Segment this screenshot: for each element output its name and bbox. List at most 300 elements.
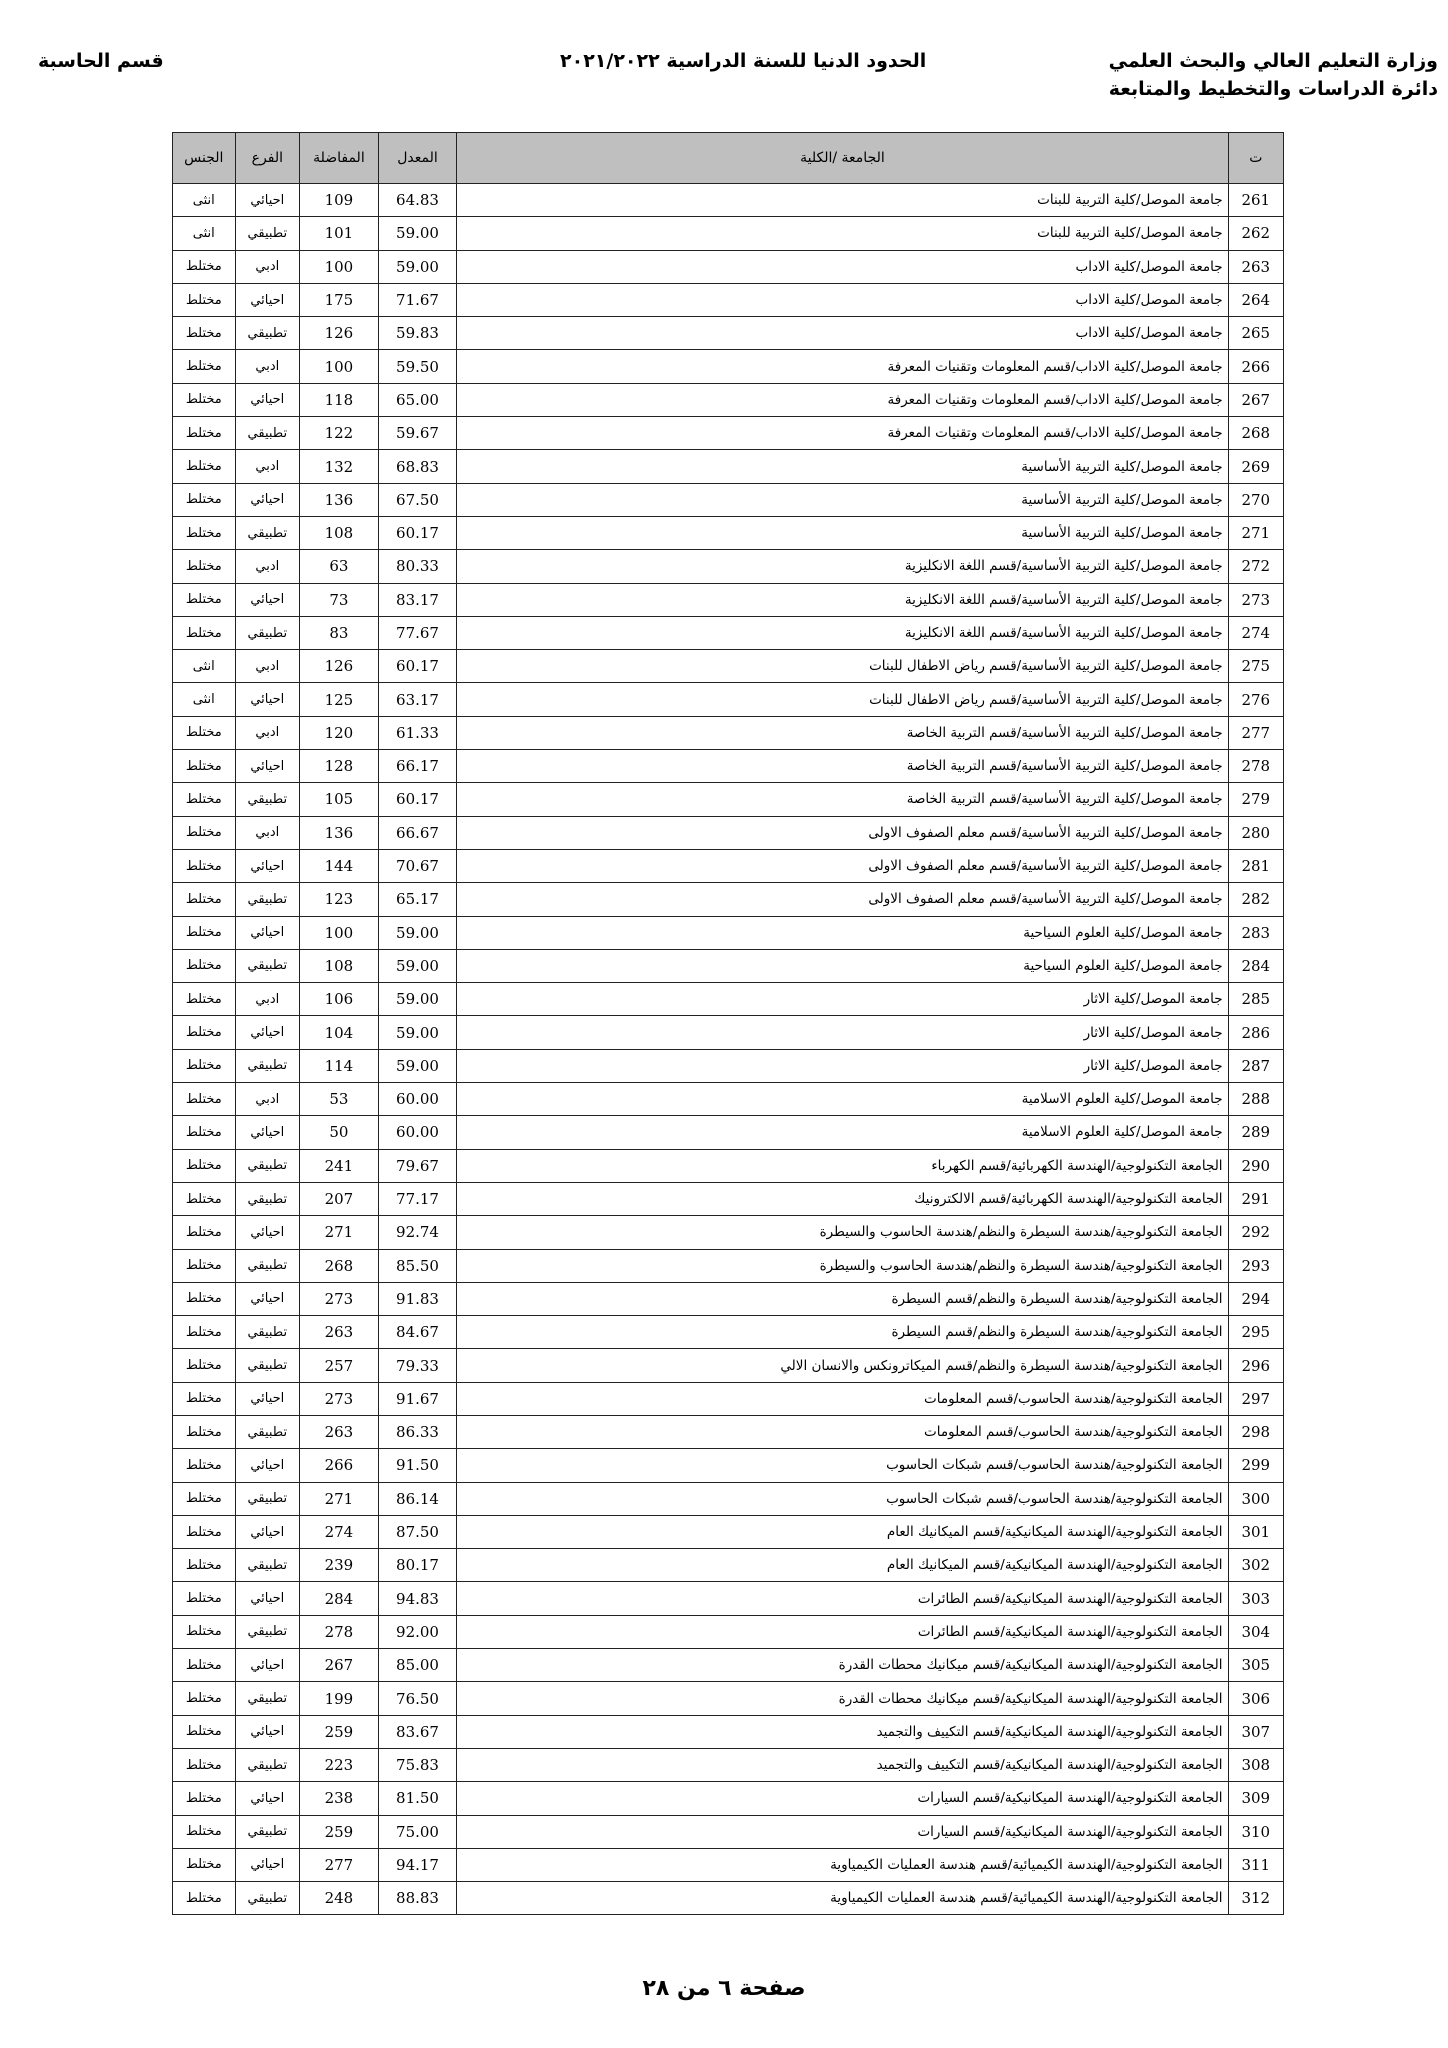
row-average: 94.83 xyxy=(378,1582,457,1615)
table-row xyxy=(173,1382,1284,1415)
row-branch: تطبيقي xyxy=(235,317,300,350)
row-gender: مختلط xyxy=(173,1216,236,1249)
row-branch: احيائي xyxy=(235,583,300,616)
row-average: 59.67 xyxy=(378,417,457,450)
row-branch: تطبيقي xyxy=(235,1316,300,1349)
row-branch: تطبيقي xyxy=(235,1415,300,1448)
row-branch: تطبيقي xyxy=(235,883,300,916)
row-average: 88.83 xyxy=(378,1882,457,1915)
row-average: 86.33 xyxy=(378,1415,457,1448)
row-average: 81.50 xyxy=(378,1782,457,1815)
row-gender: مختلط xyxy=(173,450,236,483)
row-university: جامعة الموصل/كلية التربية الأساسية/قسم التربية الخاصة xyxy=(457,716,1228,749)
row-university: الجامعة التكنولوجية/الهندسة الميكانيكية/قسم الطائرات xyxy=(457,1615,1228,1648)
table-row xyxy=(173,383,1284,416)
row-average: 91.83 xyxy=(378,1282,457,1315)
col-header-university: الجامعة /الكلية xyxy=(457,133,1228,184)
row-average: 59.00 xyxy=(378,1049,457,1082)
row-average: 87.50 xyxy=(378,1515,457,1548)
table-row xyxy=(173,1848,1284,1881)
row-number: 267 xyxy=(1228,383,1283,416)
row-average: 86.14 xyxy=(378,1482,457,1515)
row-preference: 239 xyxy=(300,1549,379,1582)
row-gender: مختلط xyxy=(173,516,236,549)
row-university: الجامعة التكنولوجية/هندسة الحاسوب/قسم شبكات الحاسوب xyxy=(457,1449,1228,1482)
row-average: 84.67 xyxy=(378,1316,457,1349)
row-gender: مختلط xyxy=(173,1116,236,1149)
row-number: 310 xyxy=(1228,1815,1283,1848)
row-branch: ادبي xyxy=(235,816,300,849)
row-university: جامعة الموصل/كلية التربية للبنات xyxy=(457,184,1228,217)
row-university: الجامعة التكنولوجية/هندسة السيطرة والنظم/قسم السيطرة xyxy=(457,1316,1228,1349)
row-university: جامعة الموصل/كلية التربية الأساسية/قسم التربية الخاصة xyxy=(457,750,1228,783)
row-average: 71.67 xyxy=(378,283,457,316)
table-row xyxy=(173,417,1284,450)
row-number: 306 xyxy=(1228,1682,1283,1715)
row-number: 312 xyxy=(1228,1882,1283,1915)
row-preference: 109 xyxy=(300,184,379,217)
row-number: 302 xyxy=(1228,1549,1283,1582)
row-branch: احيائي xyxy=(235,1582,300,1615)
row-branch: تطبيقي xyxy=(235,217,300,250)
row-gender: مختلط xyxy=(173,1182,236,1215)
row-university: جامعة الموصل/كلية التربية الأساسية xyxy=(457,516,1228,549)
row-branch: ادبي xyxy=(235,983,300,1016)
row-average: 59.50 xyxy=(378,350,457,383)
row-branch: احيائي xyxy=(235,1449,300,1482)
table-row xyxy=(173,983,1284,1016)
table-row xyxy=(173,583,1284,616)
row-preference: 271 xyxy=(300,1216,379,1249)
row-branch: تطبيقي xyxy=(235,1748,300,1781)
row-university: الجامعة التكنولوجية/هندسة الحاسوب/قسم المعلومات xyxy=(457,1415,1228,1448)
row-branch: ادبي xyxy=(235,250,300,283)
row-average: 79.33 xyxy=(378,1349,457,1382)
table-row xyxy=(173,1449,1284,1482)
row-number: 309 xyxy=(1228,1782,1283,1815)
row-gender: مختلط xyxy=(173,1083,236,1116)
row-university: جامعة الموصل/كلية التربية الأساسية/قسم معلم الصفوف الاولى xyxy=(457,883,1228,916)
row-average: 70.67 xyxy=(378,849,457,882)
row-university: الجامعة التكنولوجية/الهندسة الميكانيكية/قسم الميكانيك العام xyxy=(457,1549,1228,1582)
table-row xyxy=(173,1415,1284,1448)
table-row xyxy=(173,1615,1284,1648)
row-number: 299 xyxy=(1228,1449,1283,1482)
row-gender: مختلط xyxy=(173,1382,236,1415)
row-number: 264 xyxy=(1228,283,1283,316)
row-average: 65.00 xyxy=(378,383,457,416)
row-average: 68.83 xyxy=(378,450,457,483)
row-university: جامعة الموصل/كلية التربية الأساسية/قسم اللغة الانكليزية xyxy=(457,583,1228,616)
row-gender: مختلط xyxy=(173,417,236,450)
row-branch: ادبي xyxy=(235,450,300,483)
row-average: 60.00 xyxy=(378,1116,457,1149)
row-average: 83.67 xyxy=(378,1715,457,1748)
table-row xyxy=(173,1815,1284,1848)
section-name: قسم الحاسبة xyxy=(38,50,164,72)
row-branch: احيائي xyxy=(235,1782,300,1815)
table-row xyxy=(173,883,1284,916)
row-university: الجامعة التكنولوجية/الهندسة الكيميائية/قسم هندسة العمليات الكيمياوية xyxy=(457,1848,1228,1881)
row-university: الجامعة التكنولوجية/الهندسة الميكانيكية/قسم ميكانيك محطات القدرة xyxy=(457,1682,1228,1715)
row-number: 290 xyxy=(1228,1149,1283,1182)
row-branch: احيائي xyxy=(235,849,300,882)
row-university: جامعة الموصل/كلية التربية الأساسية/قسم معلم الصفوف الاولى xyxy=(457,816,1228,849)
row-gender: مختلط xyxy=(173,949,236,982)
row-preference: 273 xyxy=(300,1382,379,1415)
table-row xyxy=(173,616,1284,649)
row-average: 76.50 xyxy=(378,1682,457,1715)
row-university: الجامعة التكنولوجية/الهندسة الميكانيكية/قسم الميكانيك العام xyxy=(457,1515,1228,1548)
row-branch: تطبيقي xyxy=(235,1549,300,1582)
row-branch: تطبيقي xyxy=(235,1815,300,1848)
table-row xyxy=(173,350,1284,383)
row-university: جامعة الموصل/كلية الاداب xyxy=(457,283,1228,316)
row-gender: مختلط xyxy=(173,350,236,383)
table-row xyxy=(173,1149,1284,1182)
row-university: جامعة الموصل/كلية الاثار xyxy=(457,1049,1228,1082)
table-row xyxy=(173,516,1284,549)
row-branch: ادبي xyxy=(235,1083,300,1116)
row-number: 292 xyxy=(1228,1216,1283,1249)
row-preference: 108 xyxy=(300,516,379,549)
row-number: 278 xyxy=(1228,750,1283,783)
row-branch: تطبيقي xyxy=(235,417,300,450)
row-branch: ادبي xyxy=(235,550,300,583)
row-gender: مختلط xyxy=(173,883,236,916)
table-row xyxy=(173,716,1284,749)
row-average: 85.00 xyxy=(378,1649,457,1682)
row-number: 289 xyxy=(1228,1116,1283,1149)
row-branch: تطبيقي xyxy=(235,1149,300,1182)
table-header-row xyxy=(173,133,1284,184)
row-preference: 126 xyxy=(300,650,379,683)
row-average: 59.00 xyxy=(378,949,457,982)
row-gender: مختلط xyxy=(173,250,236,283)
row-university: جامعة الموصل/كلية الاداب/قسم المعلومات وتقنيات المعرفة xyxy=(457,383,1228,416)
row-preference: 104 xyxy=(300,1016,379,1049)
row-branch: احيائي xyxy=(235,1848,300,1881)
table-row xyxy=(173,1216,1284,1249)
row-number: 303 xyxy=(1228,1582,1283,1615)
row-gender: مختلط xyxy=(173,1782,236,1815)
row-average: 65.17 xyxy=(378,883,457,916)
row-branch: احيائي xyxy=(235,283,300,316)
table-row xyxy=(173,1249,1284,1282)
row-number: 277 xyxy=(1228,716,1283,749)
row-university: الجامعة التكنولوجية/هندسة الحاسوب/قسم شبكات الحاسوب xyxy=(457,1482,1228,1515)
row-branch: تطبيقي xyxy=(235,949,300,982)
row-university: جامعة الموصل/كلية العلوم الاسلامية xyxy=(457,1083,1228,1116)
row-number: 298 xyxy=(1228,1415,1283,1448)
table-row xyxy=(173,816,1284,849)
row-average: 59.00 xyxy=(378,916,457,949)
table-row xyxy=(173,550,1284,583)
table-row xyxy=(173,1116,1284,1149)
row-branch: احيائي xyxy=(235,1715,300,1748)
table-row xyxy=(173,1748,1284,1781)
row-number: 304 xyxy=(1228,1615,1283,1648)
row-gender: مختلط xyxy=(173,1682,236,1715)
row-gender: مختلط xyxy=(173,1882,236,1915)
row-average: 59.00 xyxy=(378,983,457,1016)
row-average: 85.50 xyxy=(378,1249,457,1282)
row-university: جامعة الموصل/كلية التربية الأساسية xyxy=(457,483,1228,516)
row-gender: مختلط xyxy=(173,1482,236,1515)
page-title: الحدود الدنيا للسنة الدراسية ٢٠٢١/٢٠٢٢ xyxy=(560,50,927,72)
table-row xyxy=(173,1049,1284,1082)
row-average: 94.17 xyxy=(378,1848,457,1881)
col-header-number: ت xyxy=(1228,133,1283,184)
row-university: الجامعة التكنولوجية/هندسة الحاسوب/قسم المعلومات xyxy=(457,1382,1228,1415)
row-preference: 199 xyxy=(300,1682,379,1715)
row-average: 79.67 xyxy=(378,1149,457,1182)
col-header-preference: المفاضلة xyxy=(300,133,379,184)
row-average: 63.17 xyxy=(378,683,457,716)
row-average: 80.17 xyxy=(378,1549,457,1582)
row-university: جامعة الموصل/كلية التربية الأساسية/قسم رياض الاطفال للبنات xyxy=(457,683,1228,716)
row-number: 284 xyxy=(1228,949,1283,982)
row-average: 60.17 xyxy=(378,650,457,683)
row-preference: 136 xyxy=(300,483,379,516)
row-preference: 108 xyxy=(300,949,379,982)
row-university: جامعة الموصل/كلية العلوم السياحية xyxy=(457,916,1228,949)
row-branch: تطبيقي xyxy=(235,1482,300,1515)
row-preference: 273 xyxy=(300,1282,379,1315)
row-number: 265 xyxy=(1228,317,1283,350)
row-university: الجامعة التكنولوجية/الهندسة الميكانيكية/قسم ميكانيك محطات القدرة xyxy=(457,1649,1228,1682)
row-branch: تطبيقي xyxy=(235,1615,300,1648)
row-preference: 257 xyxy=(300,1349,379,1382)
row-number: 285 xyxy=(1228,983,1283,1016)
row-gender: مختلط xyxy=(173,1049,236,1082)
row-university: الجامعة التكنولوجية/الهندسة الكيميائية/قسم هندسة العمليات الكيمياوية xyxy=(457,1882,1228,1915)
row-preference: 241 xyxy=(300,1149,379,1182)
row-gender: مختلط xyxy=(173,1249,236,1282)
department-name: دائرة الدراسات والتخطيط والمتابعة xyxy=(1108,78,1438,100)
row-branch: احيائي xyxy=(235,1282,300,1315)
row-preference: 50 xyxy=(300,1116,379,1149)
row-preference: 53 xyxy=(300,1083,379,1116)
row-number: 266 xyxy=(1228,350,1283,383)
table-row xyxy=(173,1182,1284,1215)
table-row xyxy=(173,783,1284,816)
row-average: 59.00 xyxy=(378,1016,457,1049)
row-number: 268 xyxy=(1228,417,1283,450)
row-number: 307 xyxy=(1228,1715,1283,1748)
table-row xyxy=(173,450,1284,483)
row-average: 83.17 xyxy=(378,583,457,616)
row-preference: 207 xyxy=(300,1182,379,1215)
table-body xyxy=(173,184,1284,1915)
table-row xyxy=(173,650,1284,683)
table-row xyxy=(173,184,1284,217)
row-branch: تطبيقي xyxy=(235,516,300,549)
row-preference: 223 xyxy=(300,1748,379,1781)
row-branch: ادبي xyxy=(235,650,300,683)
row-average: 59.83 xyxy=(378,317,457,350)
col-header-gender: الجنس xyxy=(173,133,236,184)
row-number: 291 xyxy=(1228,1182,1283,1215)
row-preference: 122 xyxy=(300,417,379,450)
row-average: 80.33 xyxy=(378,550,457,583)
row-gender: مختلط xyxy=(173,1615,236,1648)
row-preference: 100 xyxy=(300,250,379,283)
row-average: 66.67 xyxy=(378,816,457,849)
row-number: 297 xyxy=(1228,1382,1283,1415)
row-number: 282 xyxy=(1228,883,1283,916)
row-branch: ادبي xyxy=(235,350,300,383)
row-average: 61.33 xyxy=(378,716,457,749)
row-preference: 284 xyxy=(300,1582,379,1615)
row-gender: مختلط xyxy=(173,1815,236,1848)
row-university: جامعة الموصل/كلية التربية الأساسية/قسم رياض الاطفال للبنات xyxy=(457,650,1228,683)
row-average: 91.67 xyxy=(378,1382,457,1415)
row-branch: تطبيقي xyxy=(235,1682,300,1715)
row-preference: 126 xyxy=(300,317,379,350)
table-row xyxy=(173,1282,1284,1315)
row-university: الجامعة التكنولوجية/الهندسة الميكانيكية/قسم التكييف والتجميد xyxy=(457,1748,1228,1781)
row-university: الجامعة التكنولوجية/الهندسة الكهربائية/قسم الكهرباء xyxy=(457,1149,1228,1182)
row-number: 295 xyxy=(1228,1316,1283,1349)
row-number: 294 xyxy=(1228,1282,1283,1315)
row-branch: ادبي xyxy=(235,716,300,749)
row-gender: مختلط xyxy=(173,1848,236,1881)
row-preference: 114 xyxy=(300,1049,379,1082)
table-row xyxy=(173,1782,1284,1815)
row-branch: تطبيقي xyxy=(235,1049,300,1082)
row-preference: 120 xyxy=(300,716,379,749)
row-preference: 274 xyxy=(300,1515,379,1548)
row-branch: احيائي xyxy=(235,483,300,516)
row-gender: مختلط xyxy=(173,1415,236,1448)
row-university: جامعة الموصل/كلية الاداب xyxy=(457,250,1228,283)
row-gender: مختلط xyxy=(173,1149,236,1182)
row-average: 92.74 xyxy=(378,1216,457,1249)
row-average: 60.00 xyxy=(378,1083,457,1116)
table-row xyxy=(173,1715,1284,1748)
table-row xyxy=(173,1016,1284,1049)
row-preference: 63 xyxy=(300,550,379,583)
row-preference: 123 xyxy=(300,883,379,916)
row-branch: احيائي xyxy=(235,1649,300,1682)
row-average: 64.83 xyxy=(378,184,457,217)
row-gender: مختلط xyxy=(173,916,236,949)
row-branch: تطبيقي xyxy=(235,783,300,816)
row-gender: مختلط xyxy=(173,1349,236,1382)
row-university: جامعة الموصل/كلية التربية الأساسية xyxy=(457,450,1228,483)
row-gender: مختلط xyxy=(173,1549,236,1582)
table-row xyxy=(173,916,1284,949)
row-number: 262 xyxy=(1228,217,1283,250)
row-number: 263 xyxy=(1228,250,1283,283)
row-average: 66.17 xyxy=(378,750,457,783)
row-gender: مختلط xyxy=(173,849,236,882)
row-number: 261 xyxy=(1228,184,1283,217)
row-university: جامعة الموصل/كلية التربية الأساسية/قسم اللغة الانكليزية xyxy=(457,550,1228,583)
row-number: 293 xyxy=(1228,1249,1283,1282)
row-university: الجامعة التكنولوجية/الهندسة الميكانيكية/قسم السيارات xyxy=(457,1782,1228,1815)
row-average: 59.00 xyxy=(378,250,457,283)
row-branch: احيائي xyxy=(235,1216,300,1249)
row-number: 283 xyxy=(1228,916,1283,949)
row-preference: 128 xyxy=(300,750,379,783)
row-number: 296 xyxy=(1228,1349,1283,1382)
row-gender: مختلط xyxy=(173,317,236,350)
table-row xyxy=(173,1482,1284,1515)
row-average: 91.50 xyxy=(378,1449,457,1482)
table-row xyxy=(173,1349,1284,1382)
row-university: الجامعة التكنولوجية/الهندسة الميكانيكية/قسم الطائرات xyxy=(457,1582,1228,1615)
row-number: 287 xyxy=(1228,1049,1283,1082)
ministry-name: وزارة التعليم العالي والبحث العلمي xyxy=(1108,50,1438,72)
row-average: 75.83 xyxy=(378,1748,457,1781)
row-branch: احيائي xyxy=(235,383,300,416)
row-university: جامعة الموصل/كلية التربية الأساسية/قسم التربية الخاصة xyxy=(457,783,1228,816)
table-row xyxy=(173,683,1284,716)
row-branch: تطبيقي xyxy=(235,1182,300,1215)
row-university: جامعة الموصل/كلية التربية الأساسية/قسم معلم الصفوف الاولى xyxy=(457,849,1228,882)
row-gender: مختلط xyxy=(173,383,236,416)
row-branch: احيائي xyxy=(235,1515,300,1548)
row-average: 75.00 xyxy=(378,1815,457,1848)
table-row xyxy=(173,283,1284,316)
row-preference: 73 xyxy=(300,583,379,616)
row-gender: مختلط xyxy=(173,1715,236,1748)
table-row xyxy=(173,1083,1284,1116)
row-preference: 101 xyxy=(300,217,379,250)
row-number: 274 xyxy=(1228,616,1283,649)
row-number: 280 xyxy=(1228,816,1283,849)
row-gender: مختلط xyxy=(173,283,236,316)
row-university: جامعة الموصل/كلية الاثار xyxy=(457,983,1228,1016)
row-university: الجامعة التكنولوجية/هندسة السيطرة والنظم/قسم الميكاترونكس والانسان الالي xyxy=(457,1349,1228,1382)
row-average: 60.17 xyxy=(378,516,457,549)
row-number: 273 xyxy=(1228,583,1283,616)
row-number: 288 xyxy=(1228,1083,1283,1116)
row-number: 305 xyxy=(1228,1649,1283,1682)
row-university: جامعة الموصل/كلية التربية للبنات xyxy=(457,217,1228,250)
row-preference: 248 xyxy=(300,1882,379,1915)
row-gender: مختلط xyxy=(173,1515,236,1548)
row-number: 270 xyxy=(1228,483,1283,516)
row-preference: 278 xyxy=(300,1615,379,1648)
row-branch: احيائي xyxy=(235,916,300,949)
table-row xyxy=(173,1549,1284,1582)
admissions-table xyxy=(172,132,1284,1915)
table-row xyxy=(173,1649,1284,1682)
row-university: جامعة الموصل/كلية الاداب/قسم المعلومات وتقنيات المعرفة xyxy=(457,417,1228,450)
row-branch: احيائي xyxy=(235,1116,300,1149)
row-average: 59.00 xyxy=(378,217,457,250)
table-row xyxy=(173,750,1284,783)
row-branch: تطبيقي xyxy=(235,1882,300,1915)
row-gender: مختلط xyxy=(173,750,236,783)
row-number: 271 xyxy=(1228,516,1283,549)
row-university: الجامعة التكنولوجية/الهندسة الميكانيكية/قسم السيارات xyxy=(457,1815,1228,1848)
col-header-average: المعدل xyxy=(378,133,457,184)
table-row xyxy=(173,1882,1284,1915)
row-branch: تطبيقي xyxy=(235,1249,300,1282)
table-row xyxy=(173,483,1284,516)
row-gender: انثى xyxy=(173,683,236,716)
row-preference: 268 xyxy=(300,1249,379,1282)
row-preference: 266 xyxy=(300,1449,379,1482)
row-number: 281 xyxy=(1228,849,1283,882)
row-gender: مختلط xyxy=(173,550,236,583)
row-preference: 106 xyxy=(300,983,379,1016)
row-preference: 105 xyxy=(300,783,379,816)
